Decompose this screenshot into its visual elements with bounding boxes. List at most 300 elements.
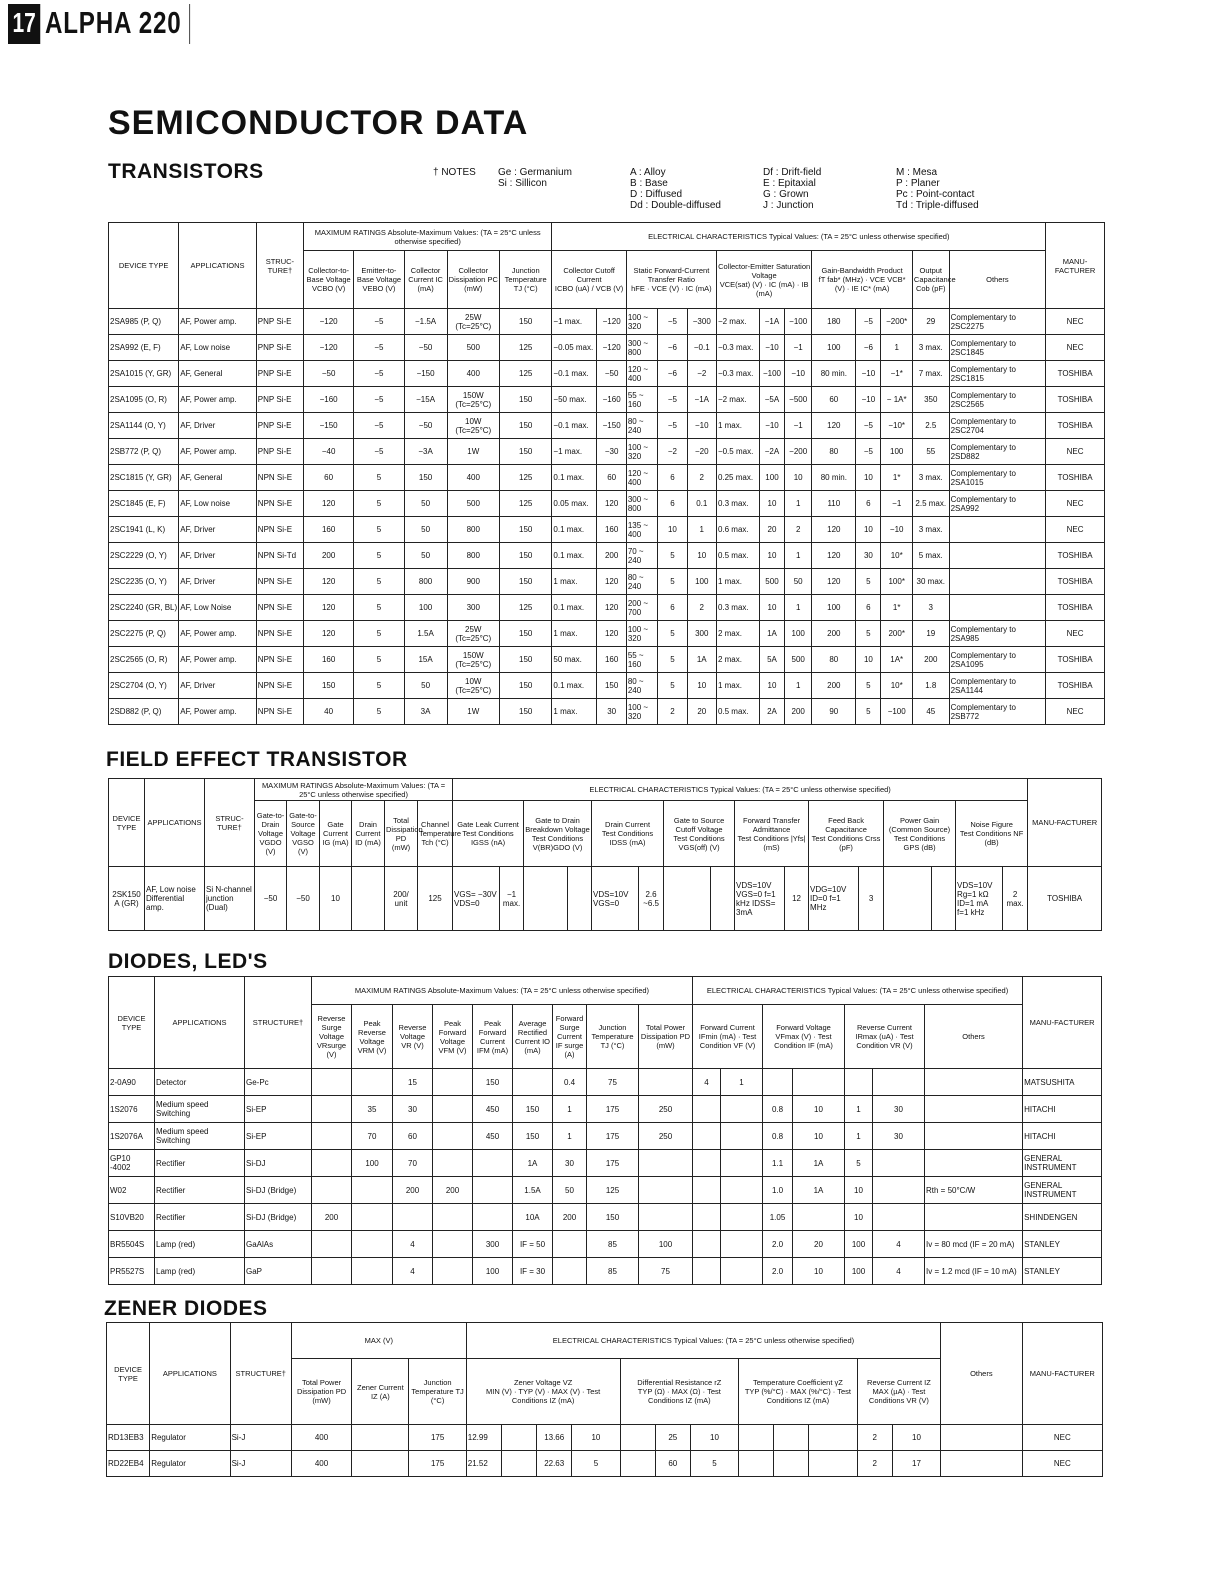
cell-others: Complementary to 2SA992 (949, 491, 1046, 517)
model-name: ALPHA 220 (45, 4, 190, 44)
cell-vce: 2 (658, 699, 687, 725)
table-row (109, 1150, 1102, 1177)
cell-vcb: −120 (597, 309, 626, 335)
cell-vr: 30 (393, 1096, 433, 1123)
fet-th-pd: Total Dissipation PD (mW) (385, 801, 418, 867)
cell-ie: 1 (881, 335, 912, 361)
zn-th-struc: STRUCTURE† (230, 1323, 291, 1425)
fet-th-fbc-c: Test Conditions (811, 833, 863, 843)
zn-th-tc-label: Temperature Coefficient γZ (752, 1378, 843, 1387)
table-row (109, 361, 1105, 387)
cell-vebo: 5 (354, 595, 404, 621)
cell-vrm (352, 1204, 393, 1231)
di-th-irmax: IRmax (uA) (855, 1032, 894, 1041)
cell-struc: NPN Si-E (256, 517, 303, 543)
cell-pd (639, 1069, 693, 1096)
cell-icbo: 1 max. (552, 569, 597, 595)
cell-vgs (711, 867, 735, 931)
cell-type: 2SA1015 (Y, GR) (109, 361, 179, 387)
cell-pc: 150W (Tc=25°C) (447, 647, 499, 673)
fet-th-ig: Gate Current IG (mA) (320, 801, 352, 867)
cell-igss: −1 max. (500, 867, 524, 931)
cell-hfe: 120 ~ 400 (626, 465, 657, 491)
cell-app: Regulator (150, 1451, 230, 1477)
cell-ict: −2 (687, 361, 716, 387)
cell-icbo: −0.1 max. (552, 413, 597, 439)
fet-th-nf-label: Noise Figure (970, 820, 1013, 829)
page-title: SEMICONDUCTOR DATA (108, 104, 529, 142)
cell-app: AF, Low noise (179, 491, 257, 517)
cell-manu: NEC (1046, 439, 1105, 465)
cell-tj: 125 (499, 491, 551, 517)
cell-struc: Ge-Pc (245, 1069, 312, 1096)
cell-cob: 30 max. (912, 569, 949, 595)
cell-ic: −1.5A (404, 309, 447, 335)
cell-vrm: 70 (352, 1123, 393, 1150)
cell-struc: Si-DJ (Bridge) (245, 1204, 312, 1231)
cell-type: 2SC2240 (GR, BL) (109, 595, 179, 621)
th-vcb: VCB (V) (595, 284, 624, 293)
cell-vfmax: 1.1 (763, 1150, 793, 1177)
cell-io (513, 1069, 553, 1096)
cell-icbo: 0.1 max. (552, 517, 597, 543)
cell-ict: −300 (687, 309, 716, 335)
table-row (109, 543, 1105, 569)
cell-ics: 20 (759, 517, 784, 543)
cell-ie: − 1A* (881, 387, 912, 413)
fet-th-nf (956, 801, 1028, 867)
fet-th-co-label: Gate to Source Cutoff Voltage (673, 815, 725, 834)
fet-th-leak-c: Test Conditions (462, 829, 514, 838)
th-gbw: Gain-Bandwidth Product fT fab* (MHz) · VCE VCB* (V) · IE IC* (mA) (812, 251, 913, 309)
cell-pd: 250 (639, 1123, 693, 1150)
di-th-ifs: Forward Surge Current IF surge (A) (553, 1005, 587, 1069)
cell-vceb: 10 (856, 517, 881, 543)
cell-ict: −20 (687, 439, 716, 465)
cell-app: AF, Low noise Differential amp. (145, 867, 205, 931)
cell-drm: 60 (655, 1451, 690, 1477)
cell-pd: 100 (639, 1231, 693, 1258)
page-number: 17 (8, 4, 40, 44)
cell-drt (620, 1425, 655, 1451)
cell-ib: 10 (785, 465, 812, 491)
cell-ib: −10 (785, 361, 812, 387)
cell-vrm (352, 1177, 393, 1204)
cell-icbo: −0.05 max. (552, 335, 597, 361)
cell-fcc (721, 1204, 763, 1231)
section-zener: ZENER DIODES (104, 1297, 268, 1320)
cell-manu: TOSHIBA (1046, 647, 1105, 673)
fet-th-nf-c: Test Conditions (959, 829, 1012, 838)
cell-ifs: 0.4 (553, 1069, 587, 1096)
cell-type: GP10 -4002 (109, 1150, 155, 1177)
cell-pc: 1W (447, 699, 499, 725)
cell-vce: −5 (658, 413, 687, 439)
cell-vbr (568, 867, 592, 931)
cell-cob: 55 (912, 439, 949, 465)
cell-io: 1A (513, 1150, 553, 1177)
note-item: B : Base (630, 178, 668, 189)
cell-vceb: 5 (856, 569, 881, 595)
cell-typ (501, 1425, 536, 1451)
zn-th-dr: Differential Resistance rZ TYP (Ω) · MAX (Ω) · Test Conditions IZ (mA) (620, 1359, 739, 1425)
cell-others: Complementary to 2SA1095 (949, 647, 1046, 673)
cell-app: AF, Driver (179, 569, 257, 595)
cell-vrsurge (312, 1150, 352, 1177)
cell-manu: TOSHIBA (1046, 673, 1105, 699)
cell-ft: 80 min. (812, 361, 856, 387)
cell-pc: 900 (447, 569, 499, 595)
th-structure: STRUC-TURE† (256, 223, 303, 309)
cell-type: W02 (109, 1177, 155, 1204)
cell-app: AF, Driver (179, 517, 257, 543)
cell-ie: −200* (881, 309, 912, 335)
cell-ict: 2 (687, 465, 716, 491)
cell-app: Lamp (red) (155, 1231, 245, 1258)
fet-th-app: APPLICATIONS (145, 779, 205, 867)
cell-manu: HITACHI (1023, 1096, 1102, 1123)
cell-icbo: 0.1 max. (552, 465, 597, 491)
table-row (107, 1451, 1103, 1477)
th-cutoff-label: Collector Cutoff Current (563, 266, 615, 284)
cell-ib: 2 (785, 517, 812, 543)
cell-irmax: 10 (845, 1204, 873, 1231)
cell-hfe: 80 ~ 240 (626, 673, 657, 699)
table-row (109, 1123, 1102, 1150)
cell-vcb: 30 (597, 699, 626, 725)
cell-ifs: 50 (553, 1177, 587, 1204)
cell-vebo: 5 (354, 517, 404, 543)
cell-struc: PNP Si-E (256, 309, 303, 335)
cell-struc: GaP (245, 1258, 312, 1285)
cell-fvc: 1A (793, 1150, 845, 1177)
cell-vcbo: 60 (303, 465, 353, 491)
cell-fcc (721, 1150, 763, 1177)
fet-th-bd (524, 801, 592, 867)
note-item: Dd : Double-diffused (630, 200, 721, 211)
cell-ft: 100 (812, 595, 856, 621)
cell-others: Complementary to 2SC2275 (949, 309, 1046, 335)
cell-ict: 1A (687, 647, 716, 673)
cell-cob: 2.5 (912, 413, 949, 439)
di-th-app: APPLICATIONS (155, 977, 245, 1069)
cell-fvc: 10 (793, 1258, 845, 1285)
di-th-fv-label: Forward Voltage (776, 1023, 831, 1032)
cell-ib: 1 (785, 673, 812, 699)
cell-ics: 10 (759, 491, 784, 517)
cell-vcbo: −120 (303, 335, 353, 361)
cell-typ (501, 1451, 536, 1477)
cell-ifmin: 4 (693, 1069, 721, 1096)
cell-struc: GaAlAs (245, 1231, 312, 1258)
cell-ib: 100 (785, 621, 812, 647)
cell-icbo: −1 max. (552, 439, 597, 465)
cell-ib: −500 (785, 387, 812, 413)
cell-vrsurge (312, 1069, 352, 1096)
cell-pd: 200/ unit (385, 867, 418, 931)
cell-tj: 150 (499, 569, 551, 595)
cell-tj: 150 (499, 517, 551, 543)
cell-others: Complementary to 2SA1144 (949, 673, 1046, 699)
cell-rcc: 17 (892, 1451, 940, 1477)
cell-struc: Si-EP (245, 1096, 312, 1123)
di-th-fv: Forward Voltage VFmax (V) · Test Condition IF (mA) (763, 1005, 845, 1069)
cell-id (352, 867, 385, 931)
cell-vcbo: −160 (303, 387, 353, 413)
notes-col-4 (896, 167, 979, 211)
note-item: Ge : Germanium (498, 167, 572, 178)
di-th-rc: Reverse Current IRmax (uA) · Test Condition VR (V) (845, 1005, 925, 1069)
cell-hfe: 100 ~ 320 (626, 621, 657, 647)
th-vcbo: Collector-to-Base Voltage VCBO (V) (303, 251, 353, 309)
zn-th-tc-typ: TYP (%/°C) (744, 1387, 784, 1396)
cell-irmax: 100 (845, 1258, 873, 1285)
th-cutoff: Collector Cutoff Current ICBO (uA) / VCB (V) (552, 251, 626, 309)
cell-tj: 150 (499, 439, 551, 465)
cell-irmax: 100 (845, 1231, 873, 1258)
zn-th-tj: Junction Temperature TJ (°C) (409, 1359, 466, 1425)
cell-vrm (352, 1069, 393, 1096)
cell-vebo: 5 (354, 647, 404, 673)
zn-th-zv-c: Test Conditions IZ (mA) (511, 1387, 601, 1405)
cell-tj: 150 (499, 543, 551, 569)
cell-fbc-c: VDG=10V ID=0 f=1 MHz (809, 867, 859, 931)
cell-app: Lamp (red) (155, 1258, 245, 1285)
fet-th-bd-c: Test Conditions (531, 833, 584, 843)
cell-pc: 25W (Tc=25°C) (447, 309, 499, 335)
cell-ft: 180 (812, 309, 856, 335)
zn-th-rc-max: MAX (µA) (872, 1387, 906, 1396)
di-th-others: Others (925, 1005, 1023, 1069)
cell-ie: 1* (881, 595, 912, 621)
zn-th-dr-label: Differential Resistance rZ (637, 1378, 722, 1387)
cell-manu: GENERAL INSTRUMENT (1023, 1177, 1102, 1204)
cell-type: 2SC2275 (P, Q) (109, 621, 179, 647)
cell-others: Complementary to 2SC2565 (949, 387, 1046, 413)
cell-tj: 150 (499, 413, 551, 439)
cell-struc: NPN Si-Td (256, 543, 303, 569)
cell-ib: −1 (785, 413, 812, 439)
cell-type: 2SC2565 (O, R) (109, 647, 179, 673)
note-item: J : Junction (763, 200, 814, 211)
fet-th-fta-label: Forward Transfer Admittance (742, 815, 801, 834)
cell-vcbo: −40 (303, 439, 353, 465)
cell-gps (932, 867, 956, 931)
th-manufacturer: MANU-FACTURER (1046, 223, 1105, 309)
cell-pc: 800 (447, 543, 499, 569)
cell-ics: 2A (759, 699, 784, 725)
cell-type: 2SC2229 (O, Y) (109, 543, 179, 569)
cell-vcb: 120 (597, 569, 626, 595)
cell-icbo: 0.1 max. (552, 673, 597, 699)
th-ib: IB (mA) (756, 279, 809, 298)
fet-th-fta-c: Test Conditions (737, 833, 789, 843)
cell-vce: 6 (658, 491, 687, 517)
cell-ie: −10* (881, 413, 912, 439)
th-ie: IE IC* (mA) (851, 284, 890, 293)
cell-vcbo: 160 (303, 647, 353, 673)
cell-ic: 50 (404, 673, 447, 699)
cell-ict: −10 (687, 413, 716, 439)
cell-pc: 25W (Tc=25°C) (447, 621, 499, 647)
cell-vcb: −150 (597, 413, 626, 439)
cell-tcc (809, 1451, 857, 1477)
cell-vceb: −10 (856, 361, 881, 387)
cell-irmax: 1 (845, 1096, 873, 1123)
cell-ics: −10 (759, 335, 784, 361)
fet-th-elec: ELECTRICAL CHARACTERISTICS Typical Values: (TA = 25°C unless otherwise specified) (453, 779, 1028, 801)
cell-ics: 10 (759, 543, 784, 569)
cell-tcm (774, 1425, 809, 1451)
cell-vfm (433, 1150, 473, 1177)
cell-vebo: −5 (354, 387, 404, 413)
cell-vcb: 120 (597, 621, 626, 647)
cell-ie: 10* (881, 673, 912, 699)
cell-ie: 100* (881, 569, 912, 595)
cell-rcc (873, 1069, 925, 1096)
cell-vrm (352, 1231, 393, 1258)
cell-struc: Si-DJ (245, 1150, 312, 1177)
cell-manu: TOSHIBA (1046, 387, 1105, 413)
cell-cob: 350 (912, 387, 949, 413)
cell-app: AF, Low Noise (179, 595, 257, 621)
cell-vebo: 5 (354, 699, 404, 725)
cell-max: 22.63 (537, 1451, 572, 1477)
cell-others: Complementary to 2SB772 (949, 699, 1046, 725)
cell-struc: PNP Si-E (256, 335, 303, 361)
cell-ic: −50 (404, 335, 447, 361)
cell-vceb: 5 (856, 699, 881, 725)
cell-ics: 10 (759, 673, 784, 699)
cell-struc: NPN Si-E (256, 491, 303, 517)
cell-hfe: 55 ~ 160 (626, 387, 657, 413)
cell-tcm (774, 1451, 809, 1477)
cell-vebo: −5 (354, 413, 404, 439)
fet-th-co (664, 801, 735, 867)
cell-cob: 19 (912, 621, 949, 647)
th-max-ratings: MAXIMUM RATINGS Absolute-Maximum Values: (TA = 25°C unless otherwise specified) (303, 223, 551, 251)
cell-tct (739, 1451, 774, 1477)
cell-ft: 200 (812, 673, 856, 699)
zn-th-elec: ELECTRICAL CHARACTERISTICS Typical Values: (TA = 25°C unless otherwise specified) (466, 1323, 940, 1359)
zn-th-min: MIN (V) (486, 1387, 512, 1396)
cell-vceb: 6 (856, 595, 881, 621)
zener-rows (107, 1425, 1103, 1477)
fet-th-dc-c: Test Conditions (601, 829, 654, 838)
cell-app: Rectifier (155, 1204, 245, 1231)
zn-th-device: DEVICE TYPE (107, 1323, 150, 1425)
page-header (8, 4, 231, 44)
cell-type: 2SA992 (E, F) (109, 335, 179, 361)
cell-vcesat: 2 max. (716, 647, 759, 673)
cell-app: AF, Power amp. (179, 309, 257, 335)
fet-th-yfs: |Yfs| (mS) (763, 833, 806, 852)
th-vebo: Emitter-to-Base Voltage VEBO (V) (354, 251, 404, 309)
th-pc: Collector Dissipation PC (mW) (447, 251, 499, 309)
cell-icbo: −50 max. (552, 387, 597, 413)
cell-pd (639, 1177, 693, 1204)
cell-pc: 10W (Tc=25°C) (447, 413, 499, 439)
cell-app: Medium speed Switching (155, 1123, 245, 1150)
di-th-rc-c: Test Condition VR (V) (856, 1032, 914, 1050)
cell-type: BR5504S (109, 1231, 155, 1258)
cell-vr: 60 (393, 1123, 433, 1150)
zn-th-typ: TYP (V) (518, 1387, 545, 1396)
zn-th-zv: Zener Voltage VZ MIN (V) · TYP (V) · MAX (V) · Test Conditions IZ (mA) (466, 1359, 620, 1425)
cell-irmax: 5 (845, 1150, 873, 1177)
cell-vcesat: 2 max. (716, 621, 759, 647)
cell-vgdo: −50 (255, 867, 287, 931)
table-row (109, 309, 1105, 335)
table-row (109, 413, 1105, 439)
cell-vfmax: 1.0 (763, 1177, 793, 1204)
cell-fcc: 1 (721, 1069, 763, 1096)
cell-vcesat: −2 max. (716, 387, 759, 413)
cell-manu: GENERAL INSTRUMENT (1023, 1150, 1102, 1177)
cell-tct (739, 1425, 774, 1451)
cell-manu: NEC (1046, 491, 1105, 517)
cell-tj: 175 (587, 1096, 639, 1123)
di-th-fc: Forward Current IFmin (mA) · Test Condition VF (V) (693, 1005, 763, 1069)
fet-th-dc-label: Drain Current (605, 820, 651, 829)
cell-ict: 100 (687, 569, 716, 595)
cell-vcesat: −2 max. (716, 309, 759, 335)
cell-manu: NEC (1022, 1451, 1102, 1477)
cell-vcesat: 0.3 max. (716, 491, 759, 517)
cell-app: AF, Power amp. (179, 439, 257, 465)
cell-vebo: −5 (354, 361, 404, 387)
cell-leak-c: VGS= −30V VDS=0 (453, 867, 500, 931)
cell-ict: −0.1 (687, 335, 716, 361)
cell-others (925, 1096, 1023, 1123)
fet-th-igss: IGSS (nA) (470, 838, 506, 847)
cell-vce: −6 (658, 335, 687, 361)
fet-table (108, 778, 1102, 931)
th-tj: Junction Temperature TJ (°C) (499, 251, 551, 309)
cell-vcesat: 0.25 max. (716, 465, 759, 491)
notes-label: † NOTES (433, 167, 476, 178)
zn-th-dr-typ: TYP (Ω) (637, 1387, 665, 1396)
cell-vcbo: 120 (303, 569, 353, 595)
cell-cob: 1.8 (912, 673, 949, 699)
cell-vce: −5 (658, 387, 687, 413)
zener-table (106, 1322, 1103, 1477)
cell-io: 150 (513, 1123, 553, 1150)
cell-drc: 10 (690, 1425, 738, 1451)
cell-min: 21.52 (466, 1451, 501, 1477)
th-ic: Collector Current IC (mA) (404, 251, 447, 309)
cell-ifs: 1 (553, 1096, 587, 1123)
cell-manu: TOSHIBA (1046, 465, 1105, 491)
section-fet: FIELD EFFECT TRANSISTOR (106, 748, 408, 771)
zn-th-max: MAX (V) (291, 1323, 466, 1359)
diode-rows (109, 1069, 1102, 1285)
cell-fvc: 10 (793, 1096, 845, 1123)
cell-vcb: 120 (597, 491, 626, 517)
note-item: P : Planer (896, 178, 940, 189)
th-icbo: ICBO (uA) (554, 284, 590, 293)
cell-manu: NEC (1046, 309, 1105, 335)
section-diodes: DIODES, LED'S (108, 950, 268, 973)
cell-vrsurge (312, 1096, 352, 1123)
cell-ifmin (693, 1177, 721, 1204)
cell-irmax: 10 (845, 1177, 873, 1204)
cell-tj: 150 (499, 673, 551, 699)
cell-ib: 500 (785, 647, 812, 673)
cell-irmax (845, 1069, 873, 1096)
fet-th-pg (884, 801, 956, 867)
cell-ic: 15A (404, 647, 447, 673)
